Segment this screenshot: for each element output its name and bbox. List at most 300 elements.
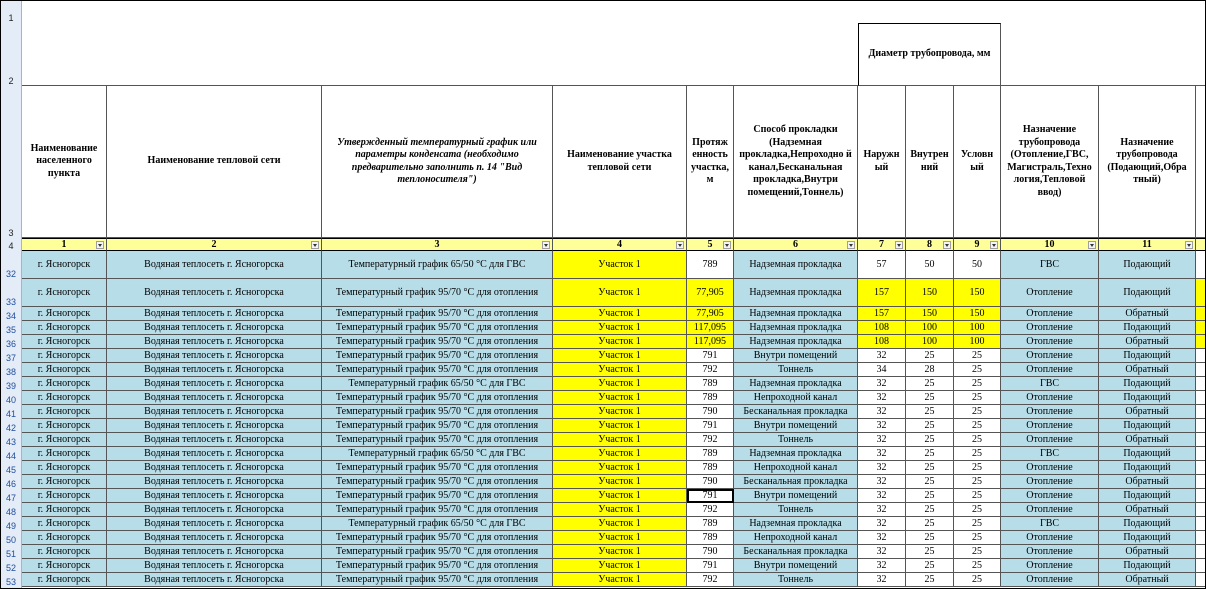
row-number[interactable] (1, 321, 21, 335)
column-number-3[interactable] (322, 238, 553, 251)
table-cell[interactable]: Отопление (1001, 545, 1099, 559)
table-cell[interactable]: 791 (687, 349, 734, 363)
table-cell[interactable]: Водяная теплосеть г. Ясногорска (107, 559, 322, 573)
table-cell[interactable]: 789 (687, 531, 734, 545)
table-cell[interactable]: 25 (954, 377, 1001, 391)
table-cell[interactable]: Температурный график 95/70 °С для отопления (322, 335, 553, 349)
table-cell[interactable]: 25 (954, 349, 1001, 363)
table-cell[interactable]: 792 (687, 573, 734, 587)
table-cell[interactable]: Отопление (1001, 433, 1099, 447)
row-number[interactable] (1, 559, 21, 573)
table-cell[interactable]: Температурный график 95/70 °С для отопления (322, 349, 553, 363)
table-cell[interactable]: 789 (687, 251, 734, 279)
table-cell[interactable]: г. Ясногорск (22, 489, 107, 503)
row-number[interactable] (1, 531, 21, 545)
table-cell[interactable]: ГВС (1001, 377, 1099, 391)
table-cell[interactable]: Водяная теплосеть г. Ясногорска (107, 391, 322, 405)
table-cell[interactable]: 25 (954, 391, 1001, 405)
table-cell[interactable]: Температурный график 95/70 °С для отопления (322, 573, 553, 587)
table-cell[interactable]: 77,905 (687, 307, 734, 321)
table-cell[interactable]: 792 (687, 433, 734, 447)
table-cell[interactable]: Температурный график 95/70 °С для отопления (322, 307, 553, 321)
table-cell[interactable]: 25 (906, 573, 954, 587)
table-cell[interactable]: Обратный (1099, 363, 1196, 377)
table-cell[interactable]: г. Ясногорск (22, 363, 107, 377)
table-cell[interactable]: ГВС (1001, 517, 1099, 531)
table-cell[interactable]: 791 (687, 419, 734, 433)
table-cell[interactable]: Водяная теплосеть г. Ясногорска (107, 531, 322, 545)
row-number[interactable] (1, 251, 21, 279)
filter-dropdown-icon[interactable] (542, 241, 550, 249)
table-cell[interactable]: Тоннель (734, 363, 858, 377)
column-number-7[interactable] (858, 238, 906, 251)
table-cell[interactable]: Непроходной канал (734, 461, 858, 475)
row-number[interactable] (1, 503, 21, 517)
table-cell[interactable]: г. Ясногорск (22, 433, 107, 447)
table-cell[interactable]: Надземная прокладка (734, 279, 858, 307)
table-cell[interactable]: 25 (954, 545, 1001, 559)
table-cell[interactable]: 32 (858, 475, 906, 489)
table-cell[interactable]: Температурный график 65/50 °С для ГВС (322, 377, 553, 391)
table-cell[interactable]: Водяная теплосеть г. Ясногорска (107, 489, 322, 503)
table-cell[interactable]: Обратный (1099, 405, 1196, 419)
table-cell[interactable]: 150 (906, 307, 954, 321)
table-cell[interactable]: 117,095 (687, 335, 734, 349)
table-cell[interactable]: Водяная теплосеть г. Ясногорска (107, 377, 322, 391)
table-cell[interactable]: 790 (687, 545, 734, 559)
table-cell[interactable]: г. Ясногорск (22, 517, 107, 531)
table-cell[interactable]: Водяная теплосеть г. Ясногорска (107, 433, 322, 447)
table-cell[interactable]: Температурный график 95/70 °С для отопления (322, 559, 553, 573)
table-cell[interactable]: г. Ясногорск (22, 503, 107, 517)
table-cell[interactable]: 32 (858, 531, 906, 545)
table-cell[interactable]: ГВС (1001, 251, 1099, 279)
table-cell[interactable]: 25 (906, 377, 954, 391)
table-cell[interactable]: 100 (954, 321, 1001, 335)
table-cell[interactable]: Участок 1 (553, 377, 687, 391)
table-cell[interactable]: Обратный (1099, 307, 1196, 321)
row-number[interactable] (1, 349, 21, 363)
table-cell[interactable]: 77,905 (687, 279, 734, 307)
table-cell[interactable]: Участок 1 (553, 503, 687, 517)
row-number[interactable] (1, 86, 21, 238)
table-cell[interactable]: 25 (954, 531, 1001, 545)
table-cell[interactable]: Температурный график 65/50 °С для ГВС (322, 251, 553, 279)
table-cell[interactable]: Отопление (1001, 363, 1099, 377)
table-cell[interactable]: 117,095 (687, 321, 734, 335)
table-cell[interactable]: 108 (858, 335, 906, 349)
table-cell[interactable]: 25 (906, 433, 954, 447)
table-cell[interactable]: 100 (906, 321, 954, 335)
table-cell[interactable]: 32 (858, 391, 906, 405)
table-cell[interactable]: 32 (858, 447, 906, 461)
table-cell[interactable]: Отопление (1001, 531, 1099, 545)
table-cell[interactable]: Участок 1 (553, 307, 687, 321)
table-cell[interactable]: г. Ясногорск (22, 335, 107, 349)
table-cell[interactable]: 25 (954, 475, 1001, 489)
table-cell[interactable]: Водяная теплосеть г. Ясногорска (107, 405, 322, 419)
table-cell[interactable]: Внутри помещений (734, 489, 858, 503)
filter-dropdown-icon[interactable] (943, 241, 951, 249)
row-number[interactable] (1, 419, 21, 433)
table-cell[interactable]: Участок 1 (553, 545, 687, 559)
table-cell[interactable]: Надземная прокладка (734, 517, 858, 531)
table-cell[interactable]: 789 (687, 461, 734, 475)
table-cell[interactable]: 792 (687, 503, 734, 517)
table-cell[interactable]: Внутри помещений (734, 349, 858, 363)
row-number[interactable] (1, 1, 21, 23)
table-cell[interactable]: 25 (906, 461, 954, 475)
row-number[interactable] (1, 461, 21, 475)
table-cell[interactable]: 108 (858, 321, 906, 335)
table-cell[interactable]: 100 (954, 335, 1001, 349)
column-number-4[interactable] (553, 238, 687, 251)
row-number[interactable] (1, 391, 21, 405)
table-cell[interactable]: Водяная теплосеть г. Ясногорска (107, 475, 322, 489)
diameter-group-header[interactable]: Диаметр трубопровода, мм (858, 23, 1001, 86)
table-cell[interactable]: 50 (954, 251, 1001, 279)
table-cell[interactable]: 28 (906, 363, 954, 377)
table-cell[interactable]: 25 (906, 419, 954, 433)
table-cell[interactable]: 25 (906, 517, 954, 531)
table-cell[interactable]: Подающий (1099, 461, 1196, 475)
table-cell[interactable]: Участок 1 (553, 559, 687, 573)
table-cell[interactable]: Отопление (1001, 489, 1099, 503)
table-cell[interactable]: Температурный график 95/70 °С для отопления (322, 475, 553, 489)
table-cell[interactable]: Подающий (1099, 419, 1196, 433)
row-number[interactable] (1, 23, 21, 86)
table-cell[interactable]: 25 (954, 517, 1001, 531)
row-number[interactable] (1, 545, 21, 559)
table-cell[interactable]: 25 (906, 503, 954, 517)
table-cell[interactable]: Непроходной канал (734, 531, 858, 545)
table-cell[interactable]: 792 (687, 363, 734, 377)
header-section-name[interactable]: Наименование участка тепловой сети (553, 86, 687, 238)
table-cell[interactable]: 25 (906, 559, 954, 573)
table-cell[interactable]: Отопление (1001, 503, 1099, 517)
table-cell[interactable]: Температурный график 95/70 °С для отопления (322, 545, 553, 559)
table-cell[interactable]: г. Ясногорск (22, 573, 107, 587)
table-cell[interactable]: Участок 1 (553, 321, 687, 335)
table-cell[interactable]: 157 (858, 307, 906, 321)
table-cell[interactable]: Обратный (1099, 475, 1196, 489)
filter-dropdown-icon[interactable] (990, 241, 998, 249)
row-number[interactable] (1, 433, 21, 447)
row-number[interactable] (1, 279, 21, 307)
table-cell[interactable]: Обратный (1099, 545, 1196, 559)
table-cell[interactable]: Подающий (1099, 517, 1196, 531)
table-cell[interactable]: г. Ясногорск (22, 419, 107, 433)
filter-dropdown-icon[interactable] (895, 241, 903, 249)
table-cell[interactable]: 32 (858, 349, 906, 363)
table-cell[interactable]: Отопление (1001, 321, 1099, 335)
header-diam-nominal[interactable]: Условн ый (954, 86, 1001, 238)
table-cell[interactable]: г. Ясногорск (22, 461, 107, 475)
table-cell[interactable]: г. Ясногорск (22, 349, 107, 363)
table-cell[interactable]: 100 (906, 335, 954, 349)
table-cell[interactable]: г. Ясногорск (22, 321, 107, 335)
table-cell[interactable]: г. Ясногорск (22, 405, 107, 419)
table-cell[interactable]: Температурный график 95/70 °С для отопления (322, 279, 553, 307)
row-number[interactable] (1, 517, 21, 531)
table-cell[interactable]: 32 (858, 573, 906, 587)
table-cell[interactable]: Подающий (1099, 377, 1196, 391)
table-cell[interactable]: г. Ясногорск (22, 307, 107, 321)
filter-dropdown-icon[interactable] (676, 241, 684, 249)
table-cell[interactable]: Водяная теплосеть г. Ясногорска (107, 419, 322, 433)
table-cell[interactable]: Участок 1 (553, 517, 687, 531)
table-cell[interactable]: 32 (858, 405, 906, 419)
table-cell[interactable]: Участок 1 (553, 391, 687, 405)
table-cell[interactable]: Водяная теплосеть г. Ясногорска (107, 545, 322, 559)
table-cell[interactable]: 25 (954, 447, 1001, 461)
column-number-2[interactable] (107, 238, 322, 251)
table-cell[interactable]: 150 (906, 279, 954, 307)
table-cell[interactable]: 32 (858, 545, 906, 559)
table-cell[interactable]: Отопление (1001, 335, 1099, 349)
table-cell[interactable]: 789 (687, 391, 734, 405)
row-number[interactable] (1, 238, 21, 251)
table-cell[interactable]: Отопление (1001, 307, 1099, 321)
table-cell[interactable]: 789 (687, 377, 734, 391)
table-cell[interactable]: Подающий (1099, 279, 1196, 307)
table-cell[interactable]: 25 (906, 405, 954, 419)
table-cell[interactable]: г. Ясногорск (22, 559, 107, 573)
row-number[interactable] (1, 405, 21, 419)
header-diam-outer[interactable]: Наружн ый (858, 86, 906, 238)
filter-dropdown-icon[interactable] (1088, 241, 1096, 249)
header-temp-schedule[interactable]: Утвержденный температурный график или параметры конденсата (необходимо предварительно заполнить п. 14 "Вид теплоносителя") (322, 86, 553, 238)
table-cell[interactable]: 32 (858, 419, 906, 433)
table-cell[interactable]: 150 (954, 307, 1001, 321)
table-cell[interactable]: Подающий (1099, 391, 1196, 405)
table-cell[interactable]: Водяная теплосеть г. Ясногорска (107, 349, 322, 363)
table-cell[interactable]: 789 (687, 447, 734, 461)
table-cell[interactable]: Тоннель (734, 433, 858, 447)
table-cell[interactable]: Водяная теплосеть г. Ясногорска (107, 251, 322, 279)
column-number-8[interactable] (906, 238, 954, 251)
column-number-10[interactable] (1001, 238, 1099, 251)
table-cell[interactable]: 34 (858, 363, 906, 377)
table-cell[interactable]: Тоннель (734, 503, 858, 517)
table-cell[interactable]: Тоннель (734, 573, 858, 587)
table-cell[interactable]: 25 (954, 573, 1001, 587)
table-cell[interactable]: 150 (954, 279, 1001, 307)
table-cell[interactable]: Температурный график 95/70 °С для отопления (322, 419, 553, 433)
table-cell[interactable]: 25 (954, 419, 1001, 433)
table-cell[interactable]: 25 (906, 531, 954, 545)
row-number[interactable] (1, 377, 21, 391)
row-number[interactable] (1, 489, 21, 503)
row-number[interactable] (1, 307, 21, 321)
table-cell[interactable]: Температурный график 95/70 °С для отопления (322, 405, 553, 419)
table-cell[interactable]: Температурный график 95/70 °С для отопления (322, 461, 553, 475)
table-cell[interactable]: 25 (906, 349, 954, 363)
table-cell[interactable]: г. Ясногорск (22, 377, 107, 391)
table-cell[interactable]: Отопление (1001, 419, 1099, 433)
table-cell[interactable]: Отопление (1001, 475, 1099, 489)
filter-dropdown-icon[interactable] (723, 241, 731, 249)
table-cell[interactable]: Надземная прокладка (734, 321, 858, 335)
header-pipe-direction[interactable]: Назначение трубопровода (Подающий,Обра тный) (1099, 86, 1196, 238)
table-cell[interactable]: Участок 1 (553, 363, 687, 377)
table-cell[interactable]: Отопление (1001, 573, 1099, 587)
table-cell[interactable]: 25 (954, 433, 1001, 447)
table-cell[interactable]: 25 (954, 559, 1001, 573)
table-cell[interactable]: Внутри помещений (734, 419, 858, 433)
table-cell[interactable]: Участок 1 (553, 251, 687, 279)
filter-dropdown-icon[interactable] (96, 241, 104, 249)
table-cell[interactable]: Водяная теплосеть г. Ясногорска (107, 279, 322, 307)
table-cell[interactable]: Водяная теплосеть г. Ясногорска (107, 307, 322, 321)
table-cell[interactable]: г. Ясногорск (22, 391, 107, 405)
table-cell[interactable]: 25 (954, 503, 1001, 517)
row-number[interactable] (1, 335, 21, 349)
table-cell[interactable]: Отопление (1001, 391, 1099, 405)
table-cell[interactable]: Бесканальная прокладка (734, 545, 858, 559)
table-cell[interactable]: г. Ясногорск (22, 531, 107, 545)
table-cell[interactable]: Надземная прокладка (734, 377, 858, 391)
table-cell[interactable]: Участок 1 (553, 433, 687, 447)
table-cell[interactable]: Внутри помещений (734, 559, 858, 573)
filter-dropdown-icon[interactable] (1185, 241, 1193, 249)
table-cell[interactable]: 32 (858, 517, 906, 531)
table-cell[interactable]: Водяная теплосеть г. Ясногорска (107, 321, 322, 335)
table-cell[interactable]: Водяная теплосеть г. Ясногорска (107, 573, 322, 587)
table-cell[interactable]: Надземная прокладка (734, 307, 858, 321)
table-cell[interactable]: Подающий (1099, 489, 1196, 503)
table-cell[interactable]: Участок 1 (553, 349, 687, 363)
table-cell[interactable]: Температурный график 95/70 °С для отопления (322, 489, 553, 503)
column-number-9[interactable] (954, 238, 1001, 251)
table-cell[interactable]: Отопление (1001, 279, 1099, 307)
table-cell[interactable]: Температурный график 95/70 °С для отопления (322, 363, 553, 377)
table-cell[interactable]: Подающий (1099, 349, 1196, 363)
filter-dropdown-icon[interactable] (311, 241, 319, 249)
table-cell[interactable]: Непроходной канал (734, 391, 858, 405)
table-cell[interactable]: 25 (906, 447, 954, 461)
table-cell[interactable]: Водяная теплосеть г. Ясногорска (107, 517, 322, 531)
table-cell[interactable]: Отопление (1001, 461, 1099, 475)
table-cell[interactable]: Температурный график 65/50 °С для ГВС (322, 517, 553, 531)
table-cell[interactable]: Обратный (1099, 573, 1196, 587)
table-cell[interactable]: 790 (687, 405, 734, 419)
table-cell[interactable]: Участок 1 (553, 461, 687, 475)
table-cell[interactable]: Участок 1 (553, 489, 687, 503)
table-cell[interactable]: 25 (954, 363, 1001, 377)
table-cell[interactable]: 25 (954, 489, 1001, 503)
table-cell[interactable]: 791 (687, 489, 734, 503)
table-cell[interactable]: Надземная прокладка (734, 335, 858, 349)
column-number-5[interactable] (687, 238, 734, 251)
table-cell[interactable]: 25 (906, 489, 954, 503)
header-heat-network[interactable]: Наименование тепловой сети (107, 86, 322, 238)
header-diam-inner[interactable]: Внутрен ний (906, 86, 954, 238)
table-cell[interactable]: ГВС (1001, 447, 1099, 461)
table-cell[interactable]: Надземная прокладка (734, 447, 858, 461)
filter-dropdown-icon[interactable] (847, 241, 855, 249)
header-laying-method[interactable]: Способ прокладки (Надземная прокладка,Непроходно й канал,Бесканальная прокладка,Внутри помещений,Тоннель) (734, 86, 858, 238)
table-cell[interactable]: Бесканальная прокладка (734, 405, 858, 419)
table-cell[interactable]: Подающий (1099, 531, 1196, 545)
table-cell[interactable]: Подающий (1099, 251, 1196, 279)
column-number-6[interactable] (734, 238, 858, 251)
row-number[interactable] (1, 363, 21, 377)
table-cell[interactable]: Отопление (1001, 405, 1099, 419)
table-cell[interactable]: 791 (687, 559, 734, 573)
table-cell[interactable]: Водяная теплосеть г. Ясногорска (107, 503, 322, 517)
table-cell[interactable]: Участок 1 (553, 405, 687, 419)
table-cell[interactable]: Подающий (1099, 447, 1196, 461)
table-cell[interactable]: Участок 1 (553, 573, 687, 587)
table-cell[interactable]: Обратный (1099, 503, 1196, 517)
table-cell[interactable]: Температурный график 95/70 °С для отопления (322, 531, 553, 545)
table-cell[interactable]: Подающий (1099, 321, 1196, 335)
table-cell[interactable]: 32 (858, 377, 906, 391)
table-cell[interactable]: Отопление (1001, 559, 1099, 573)
table-cell[interactable]: 32 (858, 489, 906, 503)
table-cell[interactable]: г. Ясногорск (22, 475, 107, 489)
table-cell[interactable]: Участок 1 (553, 279, 687, 307)
column-number-1[interactable] (22, 238, 107, 251)
table-cell[interactable]: г. Ясногорск (22, 279, 107, 307)
table-cell[interactable]: 32 (858, 503, 906, 517)
column-number-11[interactable] (1099, 238, 1196, 251)
table-cell[interactable]: Подающий (1099, 559, 1196, 573)
table-cell[interactable]: Водяная теплосеть г. Ясногорска (107, 461, 322, 475)
table-cell[interactable]: 789 (687, 517, 734, 531)
table-cell[interactable]: г. Ясногорск (22, 447, 107, 461)
table-cell[interactable]: 25 (906, 391, 954, 405)
table-cell[interactable]: Бесканальная прокладка (734, 475, 858, 489)
table-cell[interactable]: Обратный (1099, 335, 1196, 349)
table-cell[interactable]: г. Ясногорск (22, 545, 107, 559)
table-cell[interactable]: 32 (858, 559, 906, 573)
table-cell[interactable]: Температурный график 95/70 °С для отопления (322, 433, 553, 447)
row-number[interactable] (1, 573, 21, 587)
table-cell[interactable]: 25 (906, 475, 954, 489)
table-cell[interactable]: г. Ясногорск (22, 251, 107, 279)
row-number[interactable] (1, 447, 21, 461)
table-cell[interactable]: 25 (906, 545, 954, 559)
table-cell[interactable]: Температурный график 95/70 °С для отопления (322, 391, 553, 405)
table-cell[interactable]: 25 (954, 461, 1001, 475)
table-cell[interactable]: Температурный график 65/50 °С для ГВС (322, 447, 553, 461)
table-cell[interactable]: Участок 1 (553, 419, 687, 433)
table-cell[interactable]: Водяная теплосеть г. Ясногорска (107, 363, 322, 377)
table-cell[interactable]: 790 (687, 475, 734, 489)
table-cell[interactable]: Участок 1 (553, 447, 687, 461)
table-cell[interactable]: Водяная теплосеть г. Ясногорска (107, 447, 322, 461)
table-cell[interactable]: Температурный график 95/70 °С для отопления (322, 503, 553, 517)
table-cell[interactable]: 157 (858, 279, 906, 307)
table-cell[interactable]: Участок 1 (553, 475, 687, 489)
table-cell[interactable]: Обратный (1099, 433, 1196, 447)
table-cell[interactable]: Участок 1 (553, 335, 687, 349)
header-pipe-purpose[interactable]: Назначение трубопровода (Отопление,ГВС, Магистраль,Техно логия,Тепловой ввод) (1001, 86, 1099, 238)
table-cell[interactable]: 25 (954, 405, 1001, 419)
header-length[interactable]: Протяж енность участка, м (687, 86, 734, 238)
table-cell[interactable]: 32 (858, 433, 906, 447)
table-cell[interactable]: 50 (906, 251, 954, 279)
table-cell[interactable]: Температурный график 95/70 °С для отопления (322, 321, 553, 335)
table-cell[interactable]: Участок 1 (553, 531, 687, 545)
table-cell[interactable]: Водяная теплосеть г. Ясногорска (107, 335, 322, 349)
table-cell[interactable]: Отопление (1001, 349, 1099, 363)
header-settlement[interactable]: Наименование населенного пункта (22, 86, 107, 238)
table-cell[interactable]: 32 (858, 461, 906, 475)
table-cell[interactable]: 57 (858, 251, 906, 279)
